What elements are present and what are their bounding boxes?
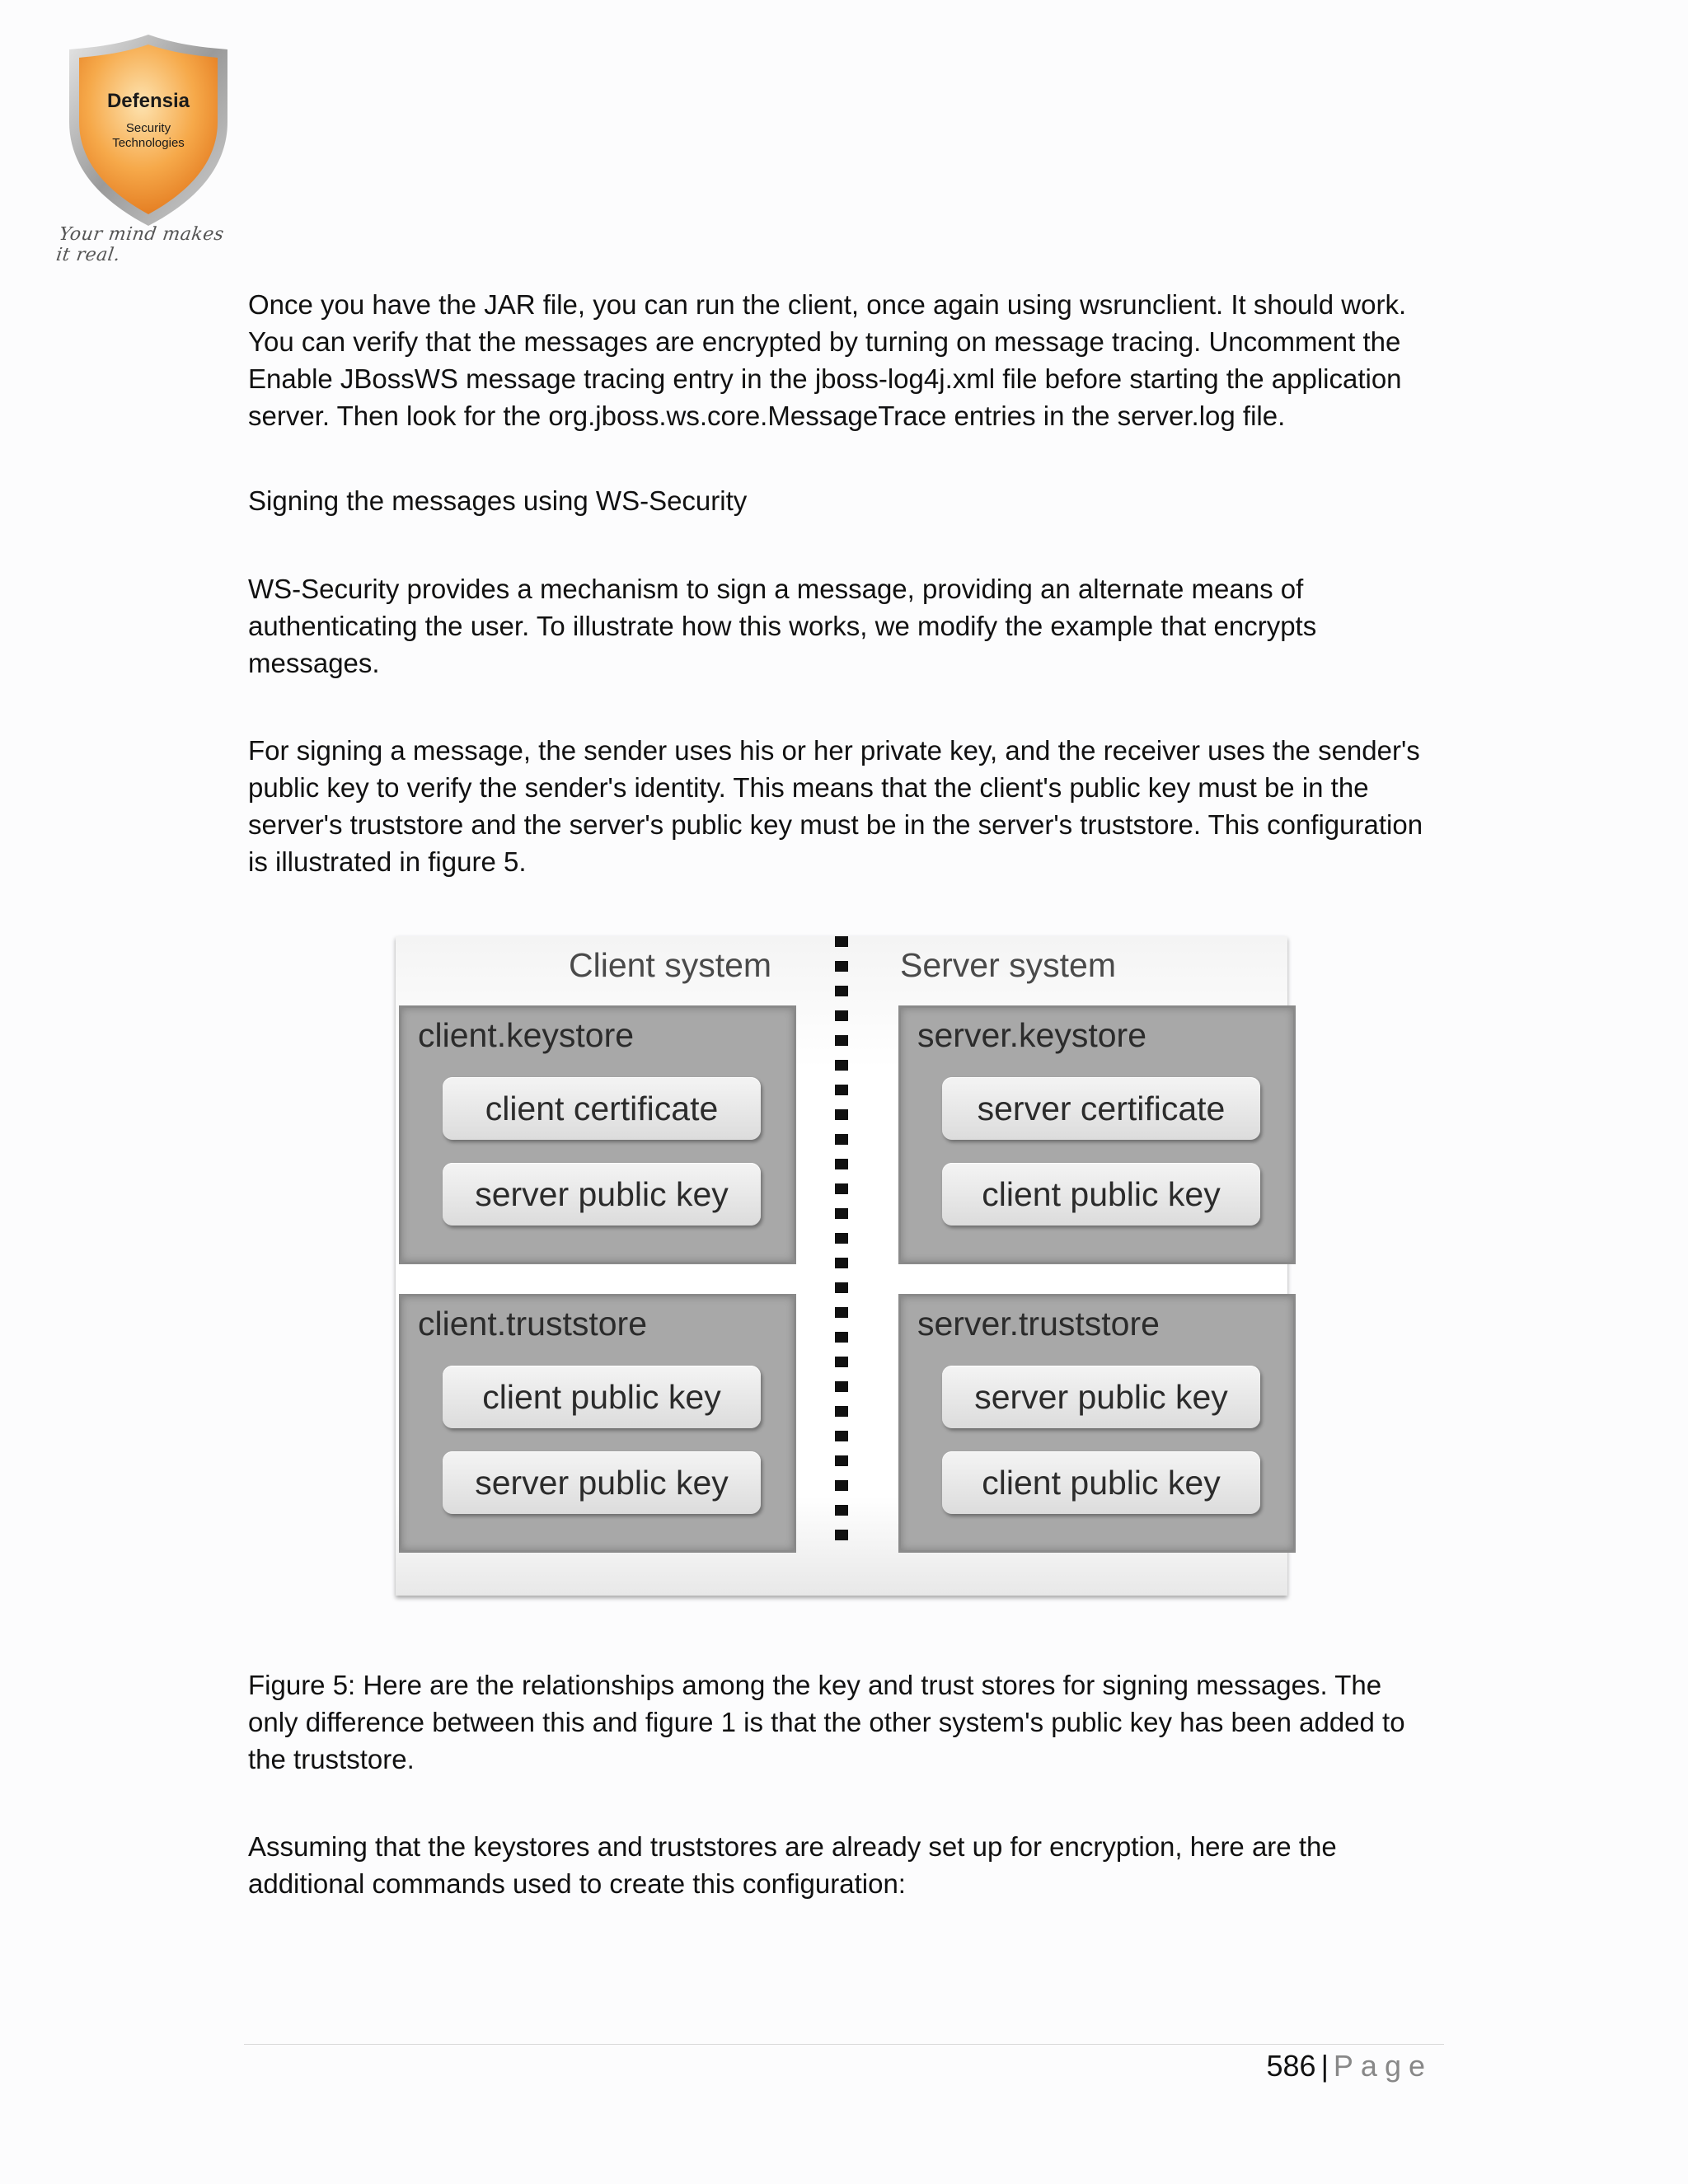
key-item: client certificate bbox=[443, 1077, 761, 1140]
store-title: server.keystore bbox=[917, 1016, 1146, 1054]
figure-caption bbox=[248, 1666, 1435, 1778]
page-separator: | bbox=[1320, 2049, 1329, 2083]
paragraph-jar-file bbox=[248, 286, 1435, 434]
page-number-value: 586 bbox=[1266, 2049, 1316, 2083]
page-word: Page bbox=[1333, 2049, 1432, 2083]
paragraph-text: WS-Security provides a mechanism to sign a message, providing an alternate means of authenticating the user. To illustrate how this works, we modify the example that encrypts messages. bbox=[248, 574, 1317, 678]
key-item: server public key bbox=[942, 1366, 1260, 1428]
company-logo bbox=[58, 31, 239, 254]
system-divider bbox=[835, 936, 848, 1554]
paragraph-ws-security bbox=[248, 570, 1435, 682]
paragraph-text: Once you have the JAR file, you can run the client, once again using wsrunclient. It should work. You can verify that the messages are encrypted by turning on message tracing. Uncomment the Enable JBossWS message tracing entry in the jboss-log4j.xml file before starting the application server. Then look for the org.jboss.ws.core.MessageTrace entries in the server.log file. bbox=[248, 289, 1407, 431]
paragraph-text: Assuming that the keystores and truststores are already set up for encryption, here are the additional commands used to create this configuration: bbox=[248, 1831, 1337, 1899]
footer-divider bbox=[244, 2044, 1444, 2045]
store-title: client.keystore bbox=[418, 1016, 635, 1054]
shield-logo-icon bbox=[58, 31, 239, 229]
logo-subtitle-2: Technologies bbox=[112, 136, 185, 150]
page-number bbox=[1266, 2049, 1432, 2083]
key-item: server public key bbox=[443, 1163, 761, 1226]
key-item: client public key bbox=[942, 1163, 1260, 1226]
logo-brand: Defensia bbox=[106, 90, 190, 112]
paragraph-commands bbox=[248, 1828, 1435, 1902]
server-keystore-box bbox=[898, 1005, 1296, 1264]
client-system-title: Client system bbox=[569, 946, 772, 984]
key-item: client public key bbox=[443, 1366, 761, 1428]
section-heading bbox=[248, 482, 1435, 519]
logo-subtitle-1: Security bbox=[125, 121, 171, 135]
paragraph-text: For signing a message, the sender uses his or her private key, and the receiver uses the sender's public key to verify the sender's identity. This means that the client's public key must be in the server's truststore and the server's public key must be in the server's truststore. This configuration is illustrated in figure 5. bbox=[248, 735, 1423, 877]
key-item: client public key bbox=[942, 1451, 1260, 1514]
client-keystore-box bbox=[399, 1005, 796, 1264]
key-item: server public key bbox=[443, 1451, 761, 1514]
heading-text: Signing the messages using WS-Security bbox=[248, 485, 748, 516]
client-truststore-box bbox=[399, 1294, 796, 1553]
store-title: server.truststore bbox=[917, 1305, 1160, 1343]
keystore-diagram bbox=[396, 936, 1287, 1596]
logo-tagline: Your mind makes it real. bbox=[54, 224, 226, 265]
server-system-title: Server system bbox=[900, 946, 1116, 984]
key-item: server certificate bbox=[942, 1077, 1260, 1140]
paragraph-signing bbox=[248, 732, 1435, 880]
server-truststore-box bbox=[898, 1294, 1296, 1553]
store-title: client.truststore bbox=[418, 1305, 647, 1343]
caption-text: Figure 5: Here are the relationships among the key and trust stores for signing messages. The only difference between this and figure 1 is that the other system's public key has been added to the truststore. bbox=[248, 1670, 1405, 1774]
